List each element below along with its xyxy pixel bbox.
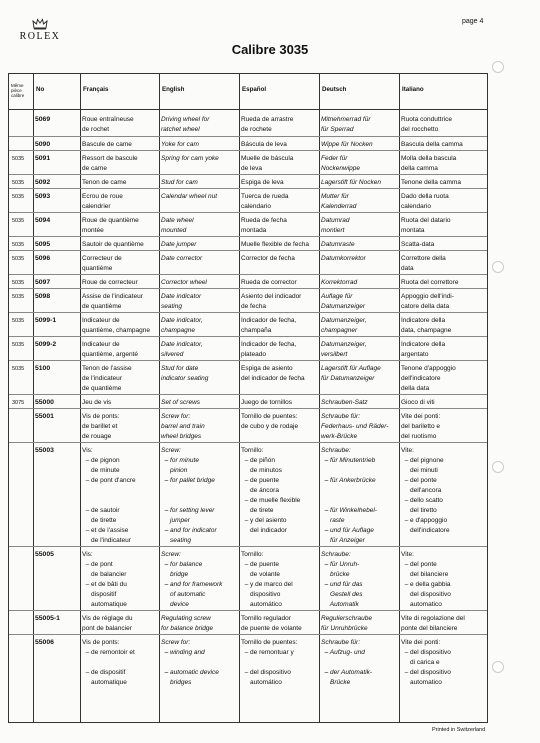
cell-same-part: 5035 (12, 242, 25, 248)
cell-same-part: 5035 (12, 156, 25, 162)
cell-italiano: Correttore della data (401, 255, 446, 272)
cell-english: Date jumper (161, 241, 197, 248)
cell-same-part: 5035 (12, 280, 25, 286)
cell-francais: Tenon de l'assise de l'indicateur de quantième (82, 365, 132, 392)
table-row (9, 136, 487, 151)
cell-espanol: Corrector de fecha (241, 255, 295, 262)
binder-hole (492, 661, 504, 673)
cell-francais: Roue de correcteur (82, 279, 138, 286)
cell-deutsch: Datumraste (321, 241, 355, 248)
cell-part-number: 55001 (35, 413, 54, 420)
cell-part-number: 5069 (35, 116, 51, 123)
cell-espanol: Indicador de fecha, champaña (241, 317, 297, 334)
cell-francais: Tenon de came (82, 179, 127, 186)
cell-part-number: 5090 (35, 141, 51, 148)
table-row (9, 360, 487, 395)
table-row (9, 236, 487, 251)
cell-italiano: Molla della bascula della camma (401, 155, 457, 172)
cell-espanol: Tuerca de rueda calendario (241, 193, 289, 210)
cell-espanol: Tornillo regulador de puente de volante (241, 615, 302, 632)
col-header-english: English (162, 86, 185, 93)
cell-francais: Indicateur de quantième, champagne (82, 317, 150, 334)
brand-name: ROLEX (19, 31, 61, 42)
cell-italiano: Vite dei ponti: – del dispositivo di carica e – del dispositivo automatico (401, 639, 451, 686)
cell-italiano: Indicatore della argentato (401, 341, 446, 358)
col-header-italiano: Italiano (402, 86, 424, 93)
cell-english: Calendar wheel nut (161, 193, 218, 200)
cell-francais: Vis de réglage du pont de balancier (82, 615, 133, 632)
cell-espanol: Báscula de leva (241, 141, 287, 148)
cell-espanol: Tornillo de puentes: – de remontuar y – del dispositivo automático (241, 639, 298, 686)
cell-english: Date indicator, silvered (161, 341, 203, 358)
cell-english: Yoke for cam (161, 141, 199, 148)
table-row (9, 250, 487, 275)
cell-english: Date indicator seating (161, 293, 202, 310)
cell-part-number: 55000 (35, 399, 54, 406)
cell-same-part: 5035 (12, 294, 25, 300)
cell-espanol: Muelle de báscula de leva (241, 155, 294, 172)
cell-francais: Vis: – de pont de balancier – et de bâti du dispositif automatique (82, 551, 127, 608)
binder-hole (492, 61, 504, 73)
cell-part-number: 5099-2 (35, 341, 57, 348)
cell-english: Screw for: – winding and – automatic device bridges (161, 639, 219, 686)
cell-francais: Bascule de came (82, 141, 132, 148)
table-row (9, 288, 487, 313)
cell-same-part: 3075 (12, 400, 25, 406)
cell-part-number: 55006 (35, 639, 54, 646)
page-title: Calibre 3035 (231, 42, 309, 57)
cell-deutsch: Lagerstift für Auflage für Datumanzeiger (321, 365, 381, 382)
cell-francais: Jeu de vis (82, 399, 112, 406)
cell-italiano: Vite: – del ponte del bilanciere – e della gabbia del dispositivo automatico (401, 551, 451, 608)
table-row (9, 610, 487, 635)
cell-part-number: 5094 (35, 217, 51, 224)
cell-espanol: Juego de tornillos (241, 399, 292, 406)
cell-part-number: 5098 (35, 293, 51, 300)
cell-english: Corrector wheel (161, 279, 207, 286)
cell-italiano: Vite: – del pignone dei minuti – del ponte dell'ancora – dello scatto del tiretto – e d'appoggio dell'indicatore (401, 447, 450, 534)
crown-icon (32, 18, 48, 30)
cell-espanol: Rueda de corrector (241, 279, 297, 286)
cell-english: Regulating screw for balance bridge (161, 615, 214, 632)
cell-deutsch: Lagerstift für Nocken (321, 179, 381, 186)
cell-part-number: 5099-1 (35, 317, 57, 324)
cell-italiano: Appoggio dell'indi- catore della data (401, 293, 454, 310)
cell-francais: Roue entraîneuse de rochet (82, 116, 134, 133)
cell-espanol: Tornillo de puentes: de cubo y de rodaje (241, 413, 299, 430)
cell-italiano: Tenone della camma (401, 179, 461, 186)
cell-francais: Vis: – de pignon de minute – de pont d'ancre – de sautoir de tirette – et de l'assise de l'indicateur (82, 447, 136, 544)
cell-italiano: Vite di regolazione del ponte del bilanciere (401, 615, 465, 632)
cell-deutsch: Schraube: – für Unruh- brücke – und für das Gestell des Automatik (321, 551, 363, 608)
binder-hole (492, 461, 504, 473)
cell-same-part: 5035 (12, 366, 25, 372)
cell-deutsch: Schrauben-Satz (321, 399, 368, 406)
cell-same-part: 5035 (12, 180, 25, 186)
cell-deutsch: Regulierschraube für Unruhbrücke (321, 615, 372, 632)
cell-italiano: Vite dei ponti: del bariletto e del ruotismo (401, 413, 441, 440)
col-header-same-part: Même pièce calibre (11, 83, 25, 98)
cell-deutsch: Wippe für Nocken (321, 141, 373, 148)
table-row (9, 546, 487, 611)
cell-part-number: 55005-1 (35, 615, 60, 622)
cell-deutsch: Schraube für: – Aufzug- und – der Automatik- Brücke (321, 639, 373, 686)
cell-italiano: Dado della ruota calendario (401, 193, 449, 210)
cell-same-part: 5035 (12, 194, 25, 200)
col-header-deutsch: Deutsch (322, 86, 347, 93)
cell-deutsch: Korrektorrad (321, 279, 358, 286)
cell-english: Date wheel mounted (161, 217, 194, 234)
cell-part-number: 5097 (35, 279, 51, 286)
cell-part-number: 5092 (35, 179, 51, 186)
cell-english: Date corrector (161, 255, 203, 262)
table-row (9, 212, 487, 237)
binder-hole (492, 261, 504, 273)
cell-francais: Assise de l'indicateur de quantième (82, 293, 143, 310)
cell-francais: Indicateur de quantième, argenté (82, 341, 139, 358)
cell-espanol: Muelle flexible de fecha (241, 241, 309, 248)
cell-italiano: Indicatore della data, champagne (401, 317, 452, 334)
cell-italiano: Scatta-data (401, 241, 435, 248)
print-note: Printed in Switzerland (432, 727, 486, 733)
cell-francais: Roue de quantième montée (82, 217, 139, 234)
cell-deutsch: Datumrad montiert (321, 217, 350, 234)
cell-english: Driving wheel for ratchet wheel (161, 116, 210, 133)
cell-deutsch: Mutter für Kalenderrad (321, 193, 357, 210)
table-row (9, 634, 487, 689)
cell-part-number: 55005 (35, 551, 54, 558)
cell-espanol: Espiga de leva (241, 179, 284, 186)
cell-italiano: Ruota conduttrice del rocchetto (401, 116, 452, 133)
table-row (9, 150, 487, 175)
cell-francais: Vis de ponts: de barillet et de rouage (82, 413, 120, 440)
table-row (9, 336, 487, 361)
cell-italiano: Ruota del datario montata (401, 217, 451, 234)
cell-deutsch: Datumkorrektor (321, 255, 366, 262)
cell-francais: Vis de ponts: – de remontoir et – de dispositif automatique (82, 639, 135, 686)
cell-part-number: 5091 (35, 155, 51, 162)
cell-espanol: Rueda de arrastre de rochete (241, 116, 294, 133)
table-row (9, 394, 487, 409)
cell-english: Screw for: barrel and train wheel bridges (161, 413, 205, 440)
parts-table (8, 73, 488, 723)
cell-same-part: 5035 (12, 342, 25, 348)
cell-deutsch: Datumanzeiger, champagner (321, 317, 367, 334)
cell-part-number: 5095 (35, 241, 51, 248)
table-row (9, 312, 487, 337)
cell-deutsch: Feder für Nockenwippe (321, 155, 361, 172)
rolex-logo (10, 18, 70, 42)
cell-part-number: 5093 (35, 193, 51, 200)
cell-part-number: 5100 (35, 365, 51, 372)
cell-deutsch: Mitnehmerrad für für Sperrad (321, 116, 371, 133)
cell-deutsch: Schraube für: Federhaus- und Räder- werk-Brücke (321, 413, 389, 440)
cell-english: Stud for cam (161, 179, 198, 186)
cell-italiano: Gioco di viti (401, 399, 435, 406)
cell-italiano: Bascula della camma (401, 141, 463, 148)
table-row (9, 442, 487, 547)
cell-francais: Ecrou de roue calendrier (82, 193, 123, 210)
cell-italiano: Ruota del correttore (401, 279, 459, 286)
cell-italiano: Tenone d'appoggio dell'indicatore della data (401, 365, 456, 392)
cell-english: Screw: – for balance bridge – and for framework of automatic device (161, 551, 223, 608)
cell-deutsch: Auflage für Datumanzeiger (321, 293, 366, 310)
cell-deutsch: Schraube: – für Minutentrieb – für Ankerbrücke – für Winkelhebel- raste – und für Auflage für Anzeiger (321, 447, 377, 544)
cell-english: Spring for cam yoke (161, 155, 219, 162)
cell-english: Set of screws (161, 399, 201, 406)
cell-same-part: 5035 (12, 218, 25, 224)
col-header-espanol: Español (242, 86, 267, 93)
cell-english: Stud for date indicator seating (161, 365, 209, 382)
col-header-francais: Français (83, 86, 109, 93)
cell-espanol: Rueda de fecha montada (241, 217, 287, 234)
cell-francais: Sautoir de quantième (82, 241, 144, 248)
cell-espanol: Tornillo: – de puente de volante – y de marco del dispositivo automático (241, 551, 293, 608)
cell-espanol: Tornillo: – de piñón de minutos – de puente de áncora – de muelle flexible de tirete – y del asiento del indicador (241, 447, 301, 534)
cell-espanol: Asiento del indicador de fecha (241, 293, 302, 310)
cell-francais: Correcteur de quantième (82, 255, 122, 272)
cell-deutsch: Datumanzeiger, versilbert (321, 341, 367, 358)
cell-part-number: 5096 (35, 255, 51, 262)
table-row (9, 112, 487, 136)
cell-espanol: Indicador de fecha, plateado (241, 341, 297, 358)
page-number: page 4 (462, 18, 484, 25)
cell-same-part: 5035 (12, 256, 25, 262)
table-row (9, 188, 487, 213)
table-row (9, 174, 487, 189)
cell-same-part: 5035 (12, 318, 25, 324)
table-row (9, 274, 487, 289)
col-header-no: No (36, 86, 45, 93)
cell-english: Date indicator, champagne (161, 317, 203, 334)
table-row (9, 408, 487, 443)
cell-english: Screw: – for minute pinion – for pallet bridge – for setting lever jumper – and for indicator seating (161, 447, 217, 544)
cell-espanol: Espiga de asiento del indicador de fecha (241, 365, 305, 382)
cell-part-number: 55003 (35, 447, 54, 454)
cell-francais: Ressort de bascule de came (82, 155, 138, 172)
